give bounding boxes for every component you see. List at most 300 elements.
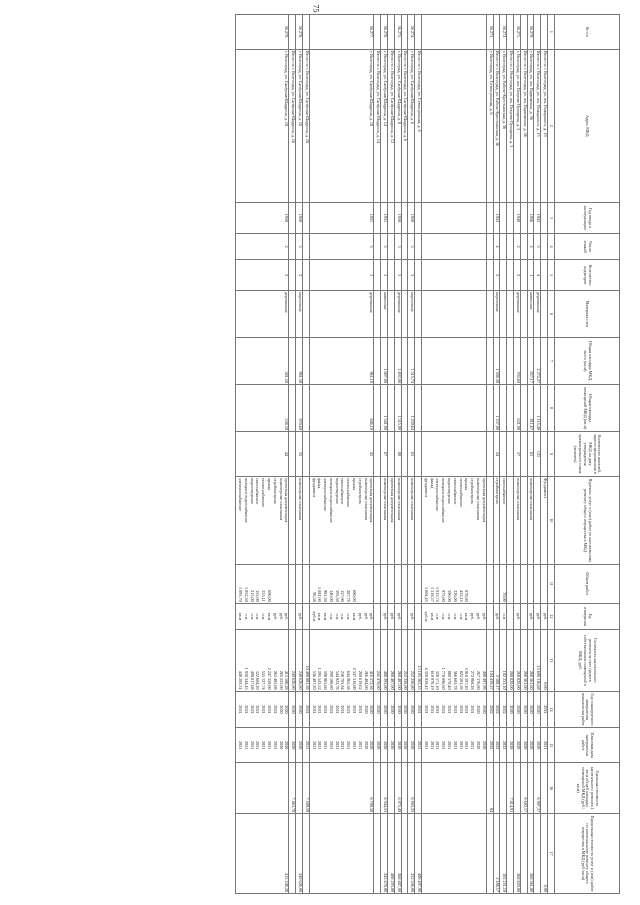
total-area-cell xyxy=(422,337,487,384)
cost-limit-cell xyxy=(374,814,381,894)
wall-material-cell: каменные xyxy=(527,290,534,337)
work-item: электроснабжение xyxy=(435,477,441,511)
work-volume xyxy=(480,566,486,602)
work-item: инженерные изыскания xyxy=(515,477,521,521)
wall-material-cell xyxy=(500,290,507,337)
work-volume xyxy=(303,566,309,602)
total-area-cell xyxy=(507,337,514,384)
work-volume: 1 052,50 xyxy=(243,587,249,602)
specific-cost-cell: 7 814,91 xyxy=(507,763,514,814)
cost-limit-cell: 268 361,00 xyxy=(527,814,534,894)
floors-cell: 4 xyxy=(493,233,500,260)
work-item: стройконтроль xyxy=(272,477,278,505)
work-volume-cell xyxy=(394,564,401,603)
unit-cell xyxy=(486,603,493,630)
work-item xyxy=(402,478,408,563)
work-volume: 287,79 xyxy=(346,590,352,602)
unit-cell xyxy=(302,603,309,630)
cost: 265 555,00 xyxy=(278,670,284,690)
unit: п.м xyxy=(261,613,267,620)
work-item: электроснабжение xyxy=(237,477,243,511)
work-item: фасад xyxy=(317,477,323,489)
cost: 644 965,58 xyxy=(346,670,352,690)
address-cell: Итого по г. Волгоград, ул. Рабоче-Крестьянская, д. 36 xyxy=(493,49,500,202)
plan-year-cell xyxy=(289,691,296,728)
year-built-cell: 1950 xyxy=(296,203,303,234)
row-number-cell: 56.270. xyxy=(527,15,534,50)
unit: кв.м xyxy=(429,612,435,621)
address-cell: Итого по г. Волгоград, ул. Селекционная, д. 6 xyxy=(415,49,422,202)
plan-year: 2021 xyxy=(317,705,323,714)
table-row xyxy=(541,15,548,894)
unit: руб. xyxy=(529,612,535,621)
work-item: инженерные изыскания xyxy=(363,477,369,521)
residents-cell xyxy=(520,431,527,476)
plan-year-cell xyxy=(381,691,388,728)
plan-year: 2022 xyxy=(495,705,501,714)
entrances-cell xyxy=(289,260,296,291)
unit-cell xyxy=(381,603,388,630)
year-built-cell xyxy=(541,203,548,234)
unit: п.м xyxy=(447,613,453,620)
plan-date: 2020 xyxy=(363,741,369,750)
plan-year: 2021 xyxy=(470,705,476,714)
plan-date-cell xyxy=(388,728,395,763)
table-row xyxy=(534,15,541,894)
unit-cell xyxy=(500,603,507,630)
unit: п.м xyxy=(346,613,352,620)
plan-date-cell xyxy=(534,728,541,763)
work-volume xyxy=(395,566,401,602)
cost: 252 256,00 xyxy=(410,670,416,690)
work-volume xyxy=(374,566,380,602)
year-built-cell: 1952 xyxy=(493,203,500,234)
floors-cell: 3 xyxy=(381,233,388,260)
address-cell xyxy=(422,49,487,202)
plan-date: 2021 xyxy=(352,741,358,750)
work-item-cell xyxy=(236,476,289,564)
column-header: Перечень услуг и (или) работ по капитальному ремонту общего имущества в МКД xyxy=(555,476,620,564)
work-item-cell xyxy=(401,476,408,564)
work-volume: 595,30 xyxy=(334,590,340,602)
plan-year-cell xyxy=(422,691,487,728)
table-header xyxy=(548,15,620,894)
plan-year: 2020 xyxy=(363,705,369,714)
work-volume xyxy=(296,566,302,602)
wall-material-cell xyxy=(289,290,296,337)
residents-cell: 63 xyxy=(527,431,534,476)
work-volume-cell xyxy=(408,564,415,603)
work-item xyxy=(415,478,421,563)
unit: руб. xyxy=(481,612,487,621)
residents-cell xyxy=(541,431,548,476)
cost-cell xyxy=(493,630,500,691)
specific-cost-cell xyxy=(514,763,521,814)
work-item: теплоснабжение xyxy=(346,477,352,508)
plan-date: 2021 xyxy=(346,741,352,750)
plan-year-cell xyxy=(236,691,289,728)
wall-material-cell xyxy=(415,290,422,337)
work-volume-cell xyxy=(486,564,493,603)
unit: руб. xyxy=(495,612,501,621)
work-volume xyxy=(521,566,527,602)
cost-cell xyxy=(309,630,374,691)
table-row xyxy=(486,15,493,894)
plan-date: 2021 xyxy=(423,741,429,750)
row-number-cell xyxy=(507,15,514,50)
wall-material-cell xyxy=(541,290,548,337)
year-built-cell: 1950 xyxy=(408,203,415,234)
year-built-cell xyxy=(422,203,487,234)
unit: руб. xyxy=(536,612,542,621)
unit-cell xyxy=(541,603,548,630)
cost-cell xyxy=(514,630,521,691)
premises-area-cell xyxy=(486,384,493,431)
cost: 252 256,00 xyxy=(403,670,409,690)
plan-year: 2021 xyxy=(452,705,458,714)
premises-area-cell: 1 115,40 xyxy=(534,384,541,431)
wall-material-cell xyxy=(520,290,527,337)
entrances-cell: 2 xyxy=(296,260,303,291)
work-volume: 981,50 xyxy=(323,590,329,602)
plan-year: 2020 xyxy=(403,705,409,714)
specific-cost-cell: 7 509,59 xyxy=(302,763,309,814)
cost: 268 361,00 xyxy=(522,670,528,690)
row-number-cell xyxy=(422,15,487,50)
work-volume: 157,00 xyxy=(340,590,346,602)
plan-year: 2021 xyxy=(357,705,363,714)
premises-area-cell xyxy=(401,384,408,431)
work-item-cell xyxy=(507,476,514,564)
plan-year-cell xyxy=(486,691,493,728)
plan-date-cell xyxy=(422,728,487,763)
plan-date: 2021 xyxy=(543,741,548,750)
plan-year: 2020 xyxy=(529,705,535,714)
plan-date: 2020 xyxy=(476,741,482,750)
premises-area-cell xyxy=(507,384,514,431)
cost: 322 604,20 xyxy=(255,670,261,690)
plan-date-cell xyxy=(236,728,289,763)
work-item-cell xyxy=(500,476,507,564)
wall-material-cell: деревянные xyxy=(394,290,401,337)
residents-cell: 63 xyxy=(408,431,415,476)
plan-date: 2020 xyxy=(369,741,375,750)
column-header: Стоимость капитального ремонта за счет средств собственников помещений в МКД, руб. xyxy=(555,630,620,691)
work-volume-cell xyxy=(296,564,303,603)
plan-year: 2022 xyxy=(502,705,508,714)
plan-date: 2021 xyxy=(266,741,272,750)
column-header: № п/п xyxy=(555,15,620,50)
address-cell: Итого по г. Волгоград, ул. им. Пожарского, д. 13 xyxy=(534,49,541,202)
floors-cell xyxy=(415,233,422,260)
plan-year: 2021 xyxy=(243,705,249,714)
premises-area-cell: 538,30 xyxy=(236,384,289,431)
address-cell: г. Волгоград, ул. Сапёрная-Шадрина, д. 16 xyxy=(296,49,303,202)
total-area-cell: 961,10 xyxy=(309,337,374,384)
column-header: Удельная стоимость капитального ремонта 1 кв.м общей площади помещений МКД (руб./кв.м) xyxy=(555,763,620,814)
table-row xyxy=(500,15,507,894)
total-area-cell xyxy=(289,337,296,384)
cost: 490 497,99 xyxy=(481,670,487,690)
premises-area-cell xyxy=(520,384,527,431)
plan-year: 2020 xyxy=(536,705,542,714)
floors-cell: 3 xyxy=(534,233,541,260)
work-volume: 96,58 xyxy=(311,592,317,602)
cost: 555 127,74 xyxy=(261,670,267,690)
plan-year-cell xyxy=(394,691,401,728)
cost: 536 407,20 xyxy=(311,670,317,690)
work-item-cell xyxy=(493,476,500,564)
work-volume-cell xyxy=(534,564,541,603)
cost-limit-cell: 245 478,00 xyxy=(381,814,388,894)
plan-year: 2021 xyxy=(340,705,346,714)
plan-year: 2021 xyxy=(304,705,310,714)
entrances-cell xyxy=(374,260,381,291)
year-built-cell: 1951 xyxy=(381,203,388,234)
work-volume-cell xyxy=(507,564,514,603)
cost-limit-cell xyxy=(401,814,408,894)
plan-date-cell xyxy=(527,728,534,763)
work-volume-cell xyxy=(381,564,388,603)
floors-cell: 2 xyxy=(514,233,521,260)
work-item: инженерные изыскания xyxy=(410,477,416,521)
unit: п.м xyxy=(340,613,346,620)
unit: кв.м xyxy=(317,612,323,621)
work-volume-cell xyxy=(302,564,309,603)
plan-date: 2020 xyxy=(284,741,290,750)
work-volume xyxy=(402,566,408,602)
entrances-cell xyxy=(500,260,507,291)
repair-plan-table xyxy=(235,14,620,894)
plan-date: 2020 xyxy=(529,741,535,750)
plan-date: 2020 xyxy=(297,741,303,750)
work-item: газоснабжение xyxy=(340,477,346,505)
total-area-cell: 2 272,27 xyxy=(534,337,541,384)
wall-material-cell xyxy=(507,290,514,337)
plan-date: 2020 xyxy=(389,741,395,750)
unit: руб. xyxy=(297,612,303,621)
work-volume xyxy=(368,566,374,602)
plan-year: 2021 xyxy=(266,705,272,714)
work-volume xyxy=(289,566,295,602)
residents-cell xyxy=(302,431,309,476)
unit: п.м xyxy=(452,613,458,620)
work-volume: 1 015,74 xyxy=(435,587,441,602)
plan-date: 2021 xyxy=(441,741,447,750)
entrances-cell: 3 xyxy=(381,260,388,291)
row-number-cell: 56.272. xyxy=(500,15,507,50)
residents-cell: 67 xyxy=(381,431,388,476)
work-volume xyxy=(388,566,394,602)
column-header: Год планируемого завершения выполнения работ xyxy=(555,691,620,728)
work-item: теплоснабжение xyxy=(458,477,464,508)
unit-cell xyxy=(534,603,541,630)
address-cell: Итого по г. Волгоград, ул. им. Петрова-Пупырева, д. 3 xyxy=(507,49,514,202)
row-number-cell: 56.279. xyxy=(236,15,289,50)
plan-year: 2021 xyxy=(255,705,261,714)
wall-material-cell xyxy=(486,290,493,337)
unit xyxy=(487,605,493,629)
table-row xyxy=(309,15,374,894)
work-volume-cell xyxy=(309,564,374,603)
work-item: стройконтроль xyxy=(470,477,476,505)
cost: 1 295 543,52 xyxy=(317,667,323,690)
specific-cost-cell: 6 602,17 xyxy=(520,763,527,814)
work-volume-cell xyxy=(415,564,422,603)
cost: 102 251,10 xyxy=(502,670,508,690)
cost: 272 968,28 xyxy=(470,670,476,690)
floors-cell: 3 xyxy=(296,233,303,260)
work-volume: 1 318,57 xyxy=(429,587,435,602)
work-item: газоснабжение xyxy=(502,477,508,505)
entrances-cell xyxy=(302,260,309,291)
unit: п.м xyxy=(502,613,508,620)
total-area-cell xyxy=(401,337,408,384)
specific-cost-cell: 84 xyxy=(486,763,493,814)
column-header: Общая площадь помещений МКД (кв.м) xyxy=(555,384,620,431)
work-item-cell xyxy=(422,476,487,564)
cost: 2 347 310,00 xyxy=(352,667,358,690)
cost: 610 076,19 xyxy=(429,670,435,690)
table-row xyxy=(520,15,527,894)
plan-year-cell xyxy=(302,691,309,728)
cost-limit-cell: 268 487,00 xyxy=(394,814,401,894)
year-built-cell xyxy=(388,203,395,234)
plan-year: 2021 xyxy=(458,705,464,714)
work-item: проектная документация xyxy=(284,477,290,523)
plan-date: 2020 xyxy=(522,741,528,750)
work-item: крыша xyxy=(266,477,272,490)
cost-cell xyxy=(388,630,395,691)
floors-cell xyxy=(507,233,514,260)
entrances-cell xyxy=(541,260,548,291)
total-area-cell: 1 492,00 xyxy=(394,337,401,384)
work-item-cell xyxy=(486,476,493,564)
unit xyxy=(521,605,527,629)
column-header: Общая площадь МКД, всего (кв.м) xyxy=(555,337,620,384)
floors-cell xyxy=(500,233,507,260)
entrances-cell: 3 xyxy=(309,260,374,291)
unit-cell xyxy=(520,603,527,630)
plan-date-cell xyxy=(374,728,381,763)
plan-year: 2021 xyxy=(334,705,340,714)
work-item xyxy=(303,478,309,563)
plan-date: 2022 xyxy=(488,741,494,750)
table-row xyxy=(388,15,395,894)
cost-limit-cell xyxy=(486,814,493,894)
plan-date: 2021 xyxy=(323,741,329,750)
work-item-cell xyxy=(388,476,395,564)
table-body xyxy=(236,15,548,894)
residents-cell xyxy=(500,431,507,476)
work-volume: 255,11 xyxy=(261,590,267,602)
plan-year: 2021 xyxy=(261,705,267,714)
floors-cell: 2 xyxy=(527,233,534,260)
entrances-cell xyxy=(401,260,408,291)
unit: руб. xyxy=(476,612,482,621)
work-item xyxy=(487,478,493,563)
work-item: стройконтроль xyxy=(495,477,501,505)
unit: руб. xyxy=(470,612,476,621)
premises-area-cell xyxy=(415,384,422,431)
plan-date-cell xyxy=(289,728,296,763)
table-row xyxy=(289,15,296,894)
work-item: проектная документация xyxy=(369,477,375,523)
total-area-cell xyxy=(500,337,507,384)
unit xyxy=(415,605,421,629)
table-row xyxy=(236,15,289,894)
unit: п.м xyxy=(441,613,447,620)
unit-cell xyxy=(493,603,500,630)
unit: п.м xyxy=(334,613,340,620)
plan-year: 2021 xyxy=(237,705,243,714)
year-built-cell: 1959 xyxy=(236,203,289,234)
plan-date: 2022 xyxy=(495,741,501,750)
specific-cost-cell xyxy=(415,763,422,814)
work-volume-cell xyxy=(500,564,507,603)
work-volume xyxy=(362,566,368,602)
plan-date-cell xyxy=(500,728,507,763)
floors-cell: 3 xyxy=(408,233,415,260)
cost: 366 605,78 xyxy=(452,670,458,690)
work-item-cell xyxy=(309,476,374,564)
work-item-cell xyxy=(514,476,521,564)
work-item: стройконтроль xyxy=(357,477,363,505)
plan-date-cell xyxy=(541,728,548,763)
column-header: Предельная стоимость услуг и (или) работ по капитальному ремонту общего имущества в МКД (руб./кв.м) xyxy=(555,814,620,894)
address-cell: Итого по г. Волгоград, ул. Сапёрная-Шадрина, д. 18 xyxy=(302,49,309,202)
unit: куб.м xyxy=(423,611,429,622)
cost: 488 293,00 xyxy=(383,670,389,690)
wall-material-cell: деревянные xyxy=(236,290,289,337)
cost: 249 626,00 xyxy=(291,670,297,690)
cost: 415 108,28 xyxy=(284,670,290,690)
total-area-cell xyxy=(486,337,493,384)
entrances-cell xyxy=(415,260,422,291)
work-item-cell xyxy=(374,476,381,564)
year-built-cell xyxy=(374,203,381,234)
floors-cell xyxy=(302,233,309,260)
unit-cell xyxy=(422,603,487,630)
cost-cell xyxy=(408,630,415,691)
cost: 268 487,00 xyxy=(389,670,395,690)
wall-material-cell: деревянные xyxy=(309,290,374,337)
work-item: инженерные изыскания xyxy=(529,477,535,521)
specific-cost-cell xyxy=(388,763,395,814)
column-number: 6 xyxy=(548,290,555,337)
row-number-cell xyxy=(401,15,408,50)
unit xyxy=(402,605,408,629)
work-item-cell xyxy=(541,476,548,564)
plan-year: 2020 xyxy=(389,705,395,714)
column-header: Количество подъездов xyxy=(555,260,620,291)
plan-date-cell xyxy=(309,728,374,763)
unit-cell xyxy=(415,603,422,630)
specific-cost-cell: 6 975,49 xyxy=(394,763,401,814)
plan-date-cell xyxy=(381,728,388,763)
column-header: Ед. измерения xyxy=(555,603,620,630)
unit: руб. xyxy=(363,612,369,621)
work-item: инженерные изыскания xyxy=(297,477,303,521)
wall-material-cell xyxy=(374,290,381,337)
cost: 260 619,62 xyxy=(357,670,363,690)
plan-year-cell xyxy=(534,691,541,728)
work-item-cell xyxy=(408,476,415,564)
work-volume-cell xyxy=(401,564,408,603)
total-area-cell xyxy=(520,337,527,384)
wall-material-cell xyxy=(302,290,309,337)
work-item-cell xyxy=(520,476,527,564)
